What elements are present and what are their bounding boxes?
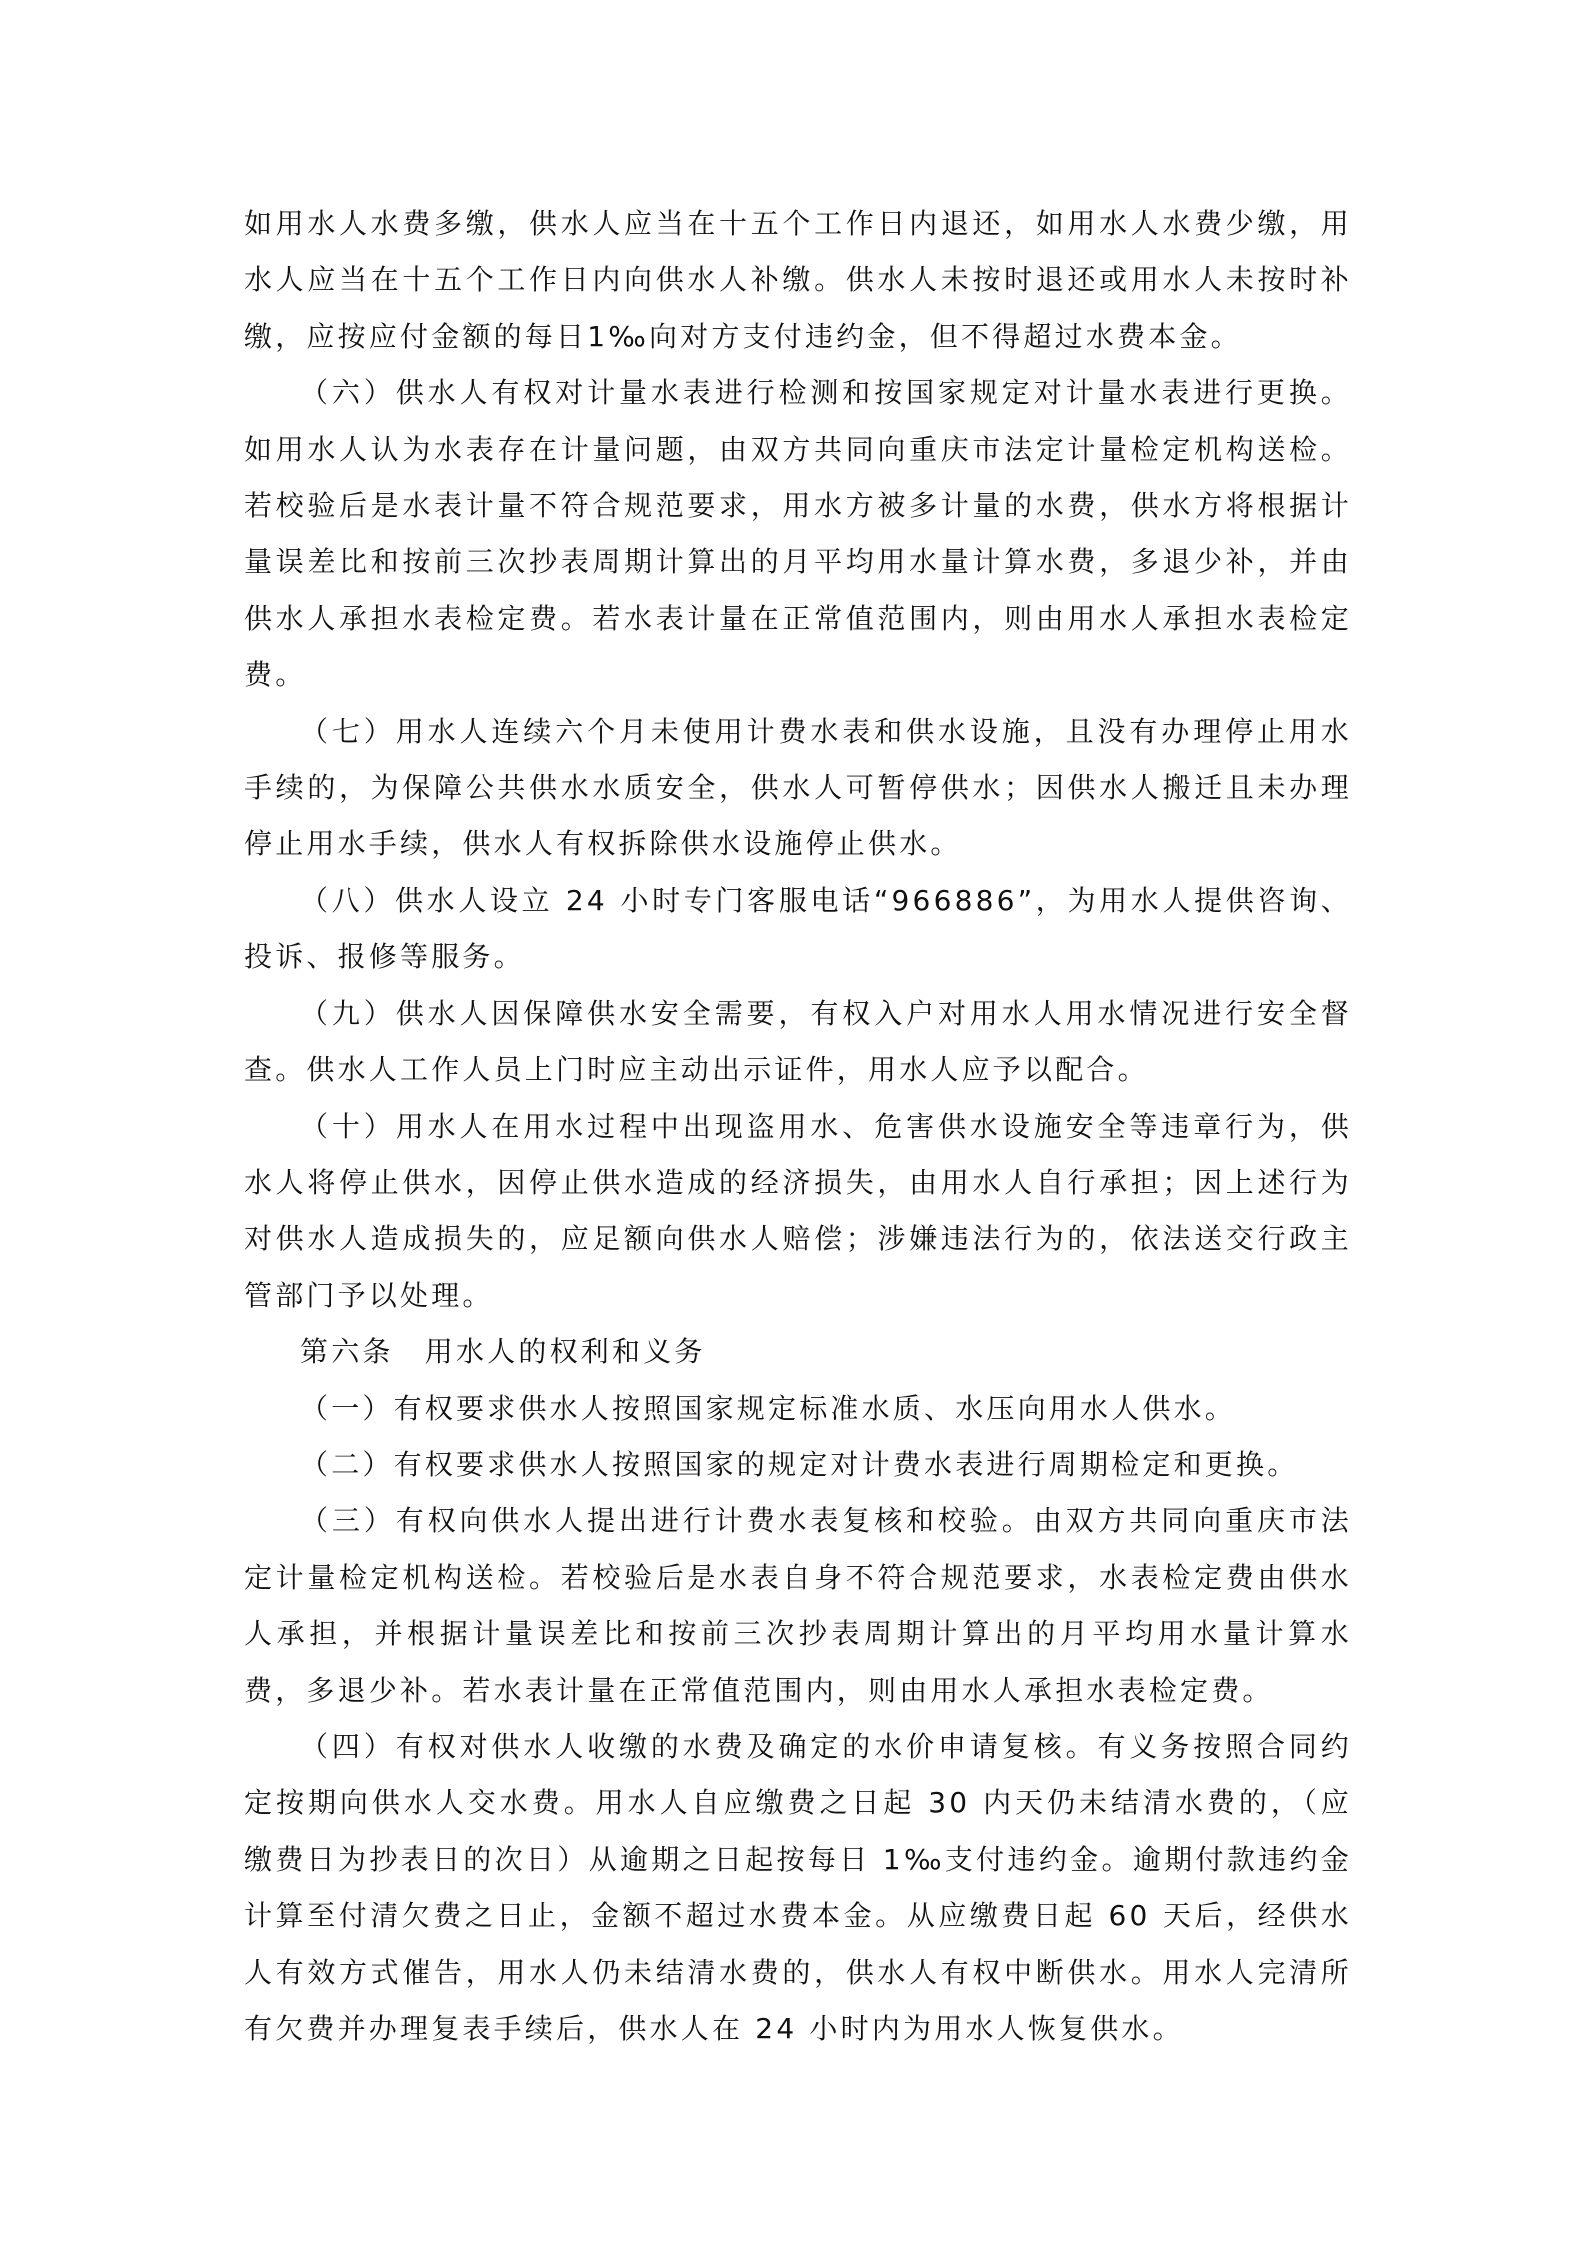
paragraph-continuation: 如用水人水费多缴，供水人应当在十五个工作日内退还，如用水人水费少缴，用水人应当在十五个工作日内向供水人补缴。供水人未按时退还或用水人未按时补缴，应按应付金额的每日1‰向对方支付违约金，但不得超过水费本金。 bbox=[244, 207, 1352, 353]
paragraph-clause-6: （六）供水人有权对计量水表进行检测和按国家规定对计量水表进行更换。如用水人认为水表存在计量问题，由双方共同向重庆市法定计量检定机构送检。若校验后是水表计量不符合规范要求，用水方被多计量的水费，供水方将根据计量误差比和按前三次抄表周期计算出的月平均用水量计算水费，多退少补，并由供水人承担水表检定费。若水表计量在正常值范围内，则由用水人承担水表检定费。 bbox=[244, 376, 1352, 692]
article-6-heading: 第六条 用水人的权利和义务 bbox=[300, 1335, 706, 1369]
paragraph-clause-7: （七）用水人连续六个月未使用计费水表和供水设施，且没有办理停止用水手续的，为保障公共供水水质安全，供水人可暂停供水；因供水人搬迁且未办理停止用水手续，供水人有权拆除供水设施停止供水。 bbox=[244, 714, 1352, 861]
paragraph-article-6-clause-2: （二）有权要求供水人按照国家的规定对计费水表进行周期检定和更换。 bbox=[300, 1447, 1299, 1481]
document-page bbox=[244, 196, 1352, 2057]
paragraph-article-6-clause-1: （一）有权要求供水人按照国家规定标准水质、水压向用水人供水。 bbox=[300, 1391, 1237, 1425]
paragraph-clause-8: （八）供水人设立 24 小时专门客服电话“966886”，为用水人提供咨询、投诉、报修等服务。 bbox=[244, 883, 1352, 974]
paragraph-clause-10: （十）用水人在用水过程中出现盗用水、危害供水设施安全等违章行为，供水人将停止供水，因停止供水造成的经济损失，由用水人自行承担；因上述行为对供水人造成损失的，应足额向供水人赔偿；涉嫌违法行为的，依法送交行政主管部门予以处理。 bbox=[244, 1109, 1352, 1312]
paragraph-article-6-clause-4: （四）有权对供水人收缴的水费及确定的水价申请复核。有义务按照合同约定按期向供水人交水费。用水人自应缴费之日起 30 内天仍未结清水费的，（应缴费日为抄表日的次日）从逾期之日起按每日 1‰支付违约金。逾期付款违约金计算至付清欠费之日止，金额不超过水费本金。从应缴费日起 60 天后，经供水人有效方式催告，用水人仍未结清水费的，供水人有权中断供水。用水人完清所有欠费并办理复表手续后，供水人在 24 小时内为用水人恢复供水。 bbox=[244, 1729, 1352, 2045]
paragraph-clause-9: （九）供水人因保障供水安全需要，有权入户对用水人用水情况进行安全督查。供水人工作人员上门时应主动出示证件，用水人应予以配合。 bbox=[244, 996, 1352, 1087]
paragraph-article-6-clause-3: （三）有权向供水人提出进行计费水表复核和校验。由双方共同向重庆市法定计量检定机构送检。若校验后是水表自身不符合规范要求，水表检定费由供水人承担，并根据计量误差比和按前三次抄表周期计算出的月平均用水量计算水费，多退少补。若水表计量在正常值范围内，则由用水人承担水表检定费。 bbox=[244, 1504, 1352, 1707]
